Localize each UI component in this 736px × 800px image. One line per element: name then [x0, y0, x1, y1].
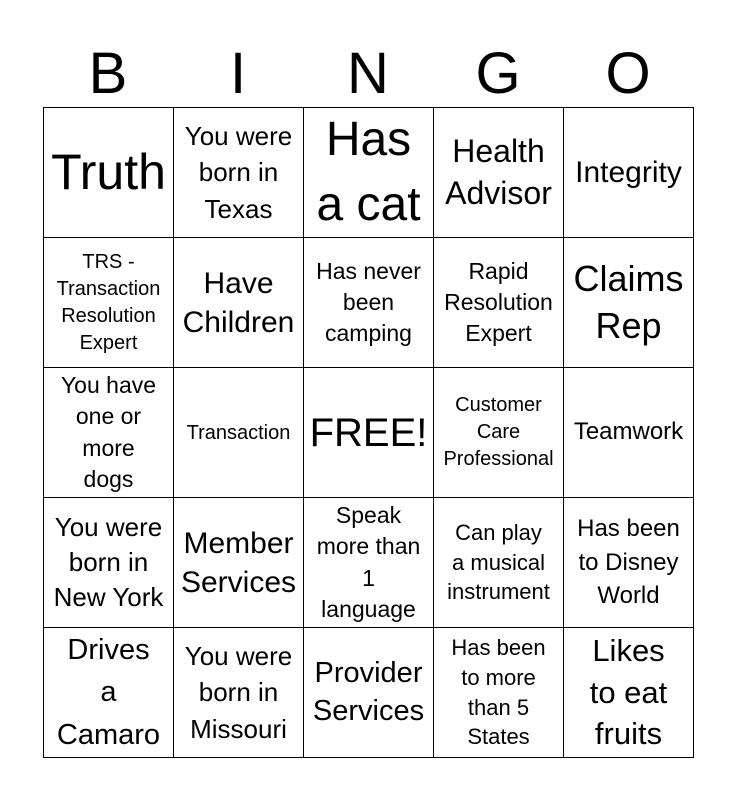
bingo-cell[interactable] — [564, 108, 694, 238]
cell-text: You were born in Texas — [184, 120, 293, 224]
cell-text: Transaction — [186, 421, 291, 444]
cell-text: Rapid Resolution Expert — [444, 257, 553, 347]
bingo-cell[interactable] — [44, 108, 174, 238]
bingo-cell[interactable] — [174, 498, 304, 628]
cell-text: You were born in Missouri — [184, 640, 293, 744]
cell-text: You were born in New York — [53, 511, 164, 613]
bingo-board — [43, 107, 694, 758]
cell-text: Member Services — [180, 526, 297, 599]
bingo-cell[interactable] — [174, 238, 304, 368]
cell-text: FREE! — [309, 410, 428, 455]
bingo-cell[interactable] — [564, 368, 694, 498]
header-letter-g: G — [475, 41, 521, 106]
bingo-cell[interactable] — [434, 628, 564, 758]
cell-text: Has been to more than 5 States — [451, 635, 546, 750]
cell-text: Has a cat — [316, 112, 421, 231]
bingo-header — [43, 40, 693, 108]
bingo-cell[interactable] — [434, 108, 564, 238]
header-letter-n: N — [347, 41, 389, 106]
cell-text: Integrity — [575, 155, 682, 189]
cell-text: Drives a Camaro — [56, 634, 161, 751]
cell-text: Teamwork — [573, 418, 684, 446]
cell-text: TRS - Transaction Resolution Expert — [56, 250, 161, 354]
cell-text: Has been to Disney World — [577, 515, 680, 610]
bingo-cell[interactable] — [564, 628, 694, 758]
cell-text: Truth — [51, 144, 166, 200]
cell-text: Likes to eat fruits — [589, 632, 668, 752]
cell-text: Claims Rep — [573, 257, 684, 346]
bingo-cell[interactable] — [174, 628, 304, 758]
bingo-cell[interactable] — [44, 368, 174, 498]
cell-text: Can play a musical instrument — [447, 519, 550, 605]
cell-text: Customer Care Professional — [443, 394, 554, 470]
bingo-cell[interactable] — [44, 628, 174, 758]
cell-text: You have one or more dogs — [60, 372, 157, 492]
cell-text: Provider Services — [312, 656, 425, 727]
bingo-cell[interactable] — [174, 368, 304, 498]
cell-text: Speak more than 1 language — [316, 502, 421, 622]
bingo-cell[interactable] — [564, 238, 694, 368]
cell-text: Has never been camping — [316, 257, 421, 347]
bingo-cell[interactable] — [564, 498, 694, 628]
header-letter-o: O — [605, 41, 651, 106]
bingo-cell[interactable] — [304, 628, 434, 758]
bingo-cell[interactable] — [304, 238, 434, 368]
bingo-cell[interactable] — [434, 498, 564, 628]
header-letter-b: B — [88, 41, 128, 106]
bingo-cell[interactable] — [44, 238, 174, 368]
bingo-cell[interactable] — [44, 498, 174, 628]
bingo-cell[interactable] — [434, 238, 564, 368]
bingo-cell[interactable] — [304, 108, 434, 238]
bingo-cell[interactable] — [304, 498, 434, 628]
bingo-cell[interactable] — [434, 368, 564, 498]
free-space[interactable] — [304, 368, 434, 498]
header-letter-i: I — [229, 41, 247, 106]
bingo-cell[interactable] — [174, 108, 304, 238]
cell-text: Health Advisor — [445, 132, 552, 211]
cell-text: Have Children — [182, 266, 295, 339]
